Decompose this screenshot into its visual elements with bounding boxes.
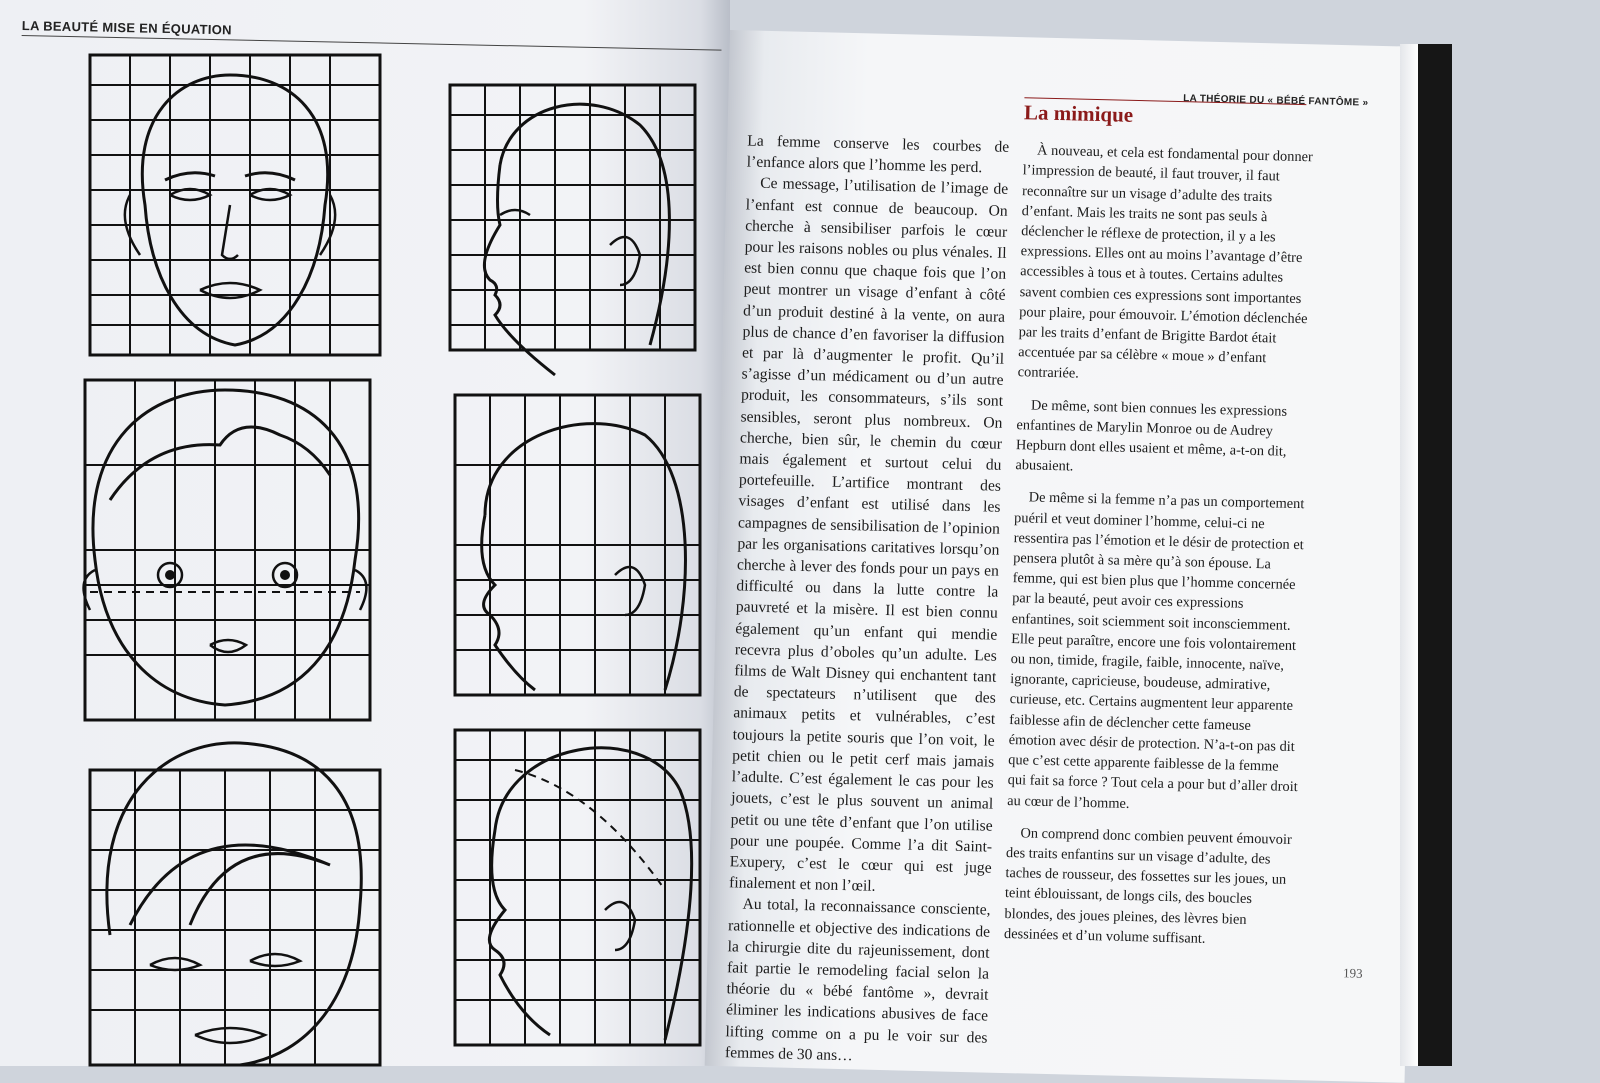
paragraph: De même si la femme n’a pas un comportement puéril et veut dominer l’homme, celui-ci ne ressentira pas l’émotion et le désir de protection et pensera plutôt à sa mère qu’à son épouse. La femme, qui est bien plus que l’homme concernée par la beauté, peut avoir ces expressions enfantines, soit sciemment soit inconsciemment. Elle peut paraître, encore une fois volontairement ou non, timide, fragile, faible, innocente, naïve, ignorante, capricieuse, boudeuse, admirative, curieuse, etc. Certains augmentent leur apparente faiblesse afin de déclencher cette fameuse émotion avec désir de protection. N’a-t-on pas dit que c’est cette apparente faiblesse de la femme qui fait sa force ? Tout cela a pour but d’aller droit au cœur de l’homme. bbox=[1007, 489, 1305, 812]
right-page bbox=[705, 30, 1430, 1083]
paragraph: À nouveau, et cela est fondamental pour donner l’impression de beauté, il faut trouver, il faut reconnaître sur un visage d’adulte des traits d’enfant. Mais les traits ne sont pas seuls à déclencher le réflexe de protection, il y a les expressions. Elles ont au moins l’avantage d’être accessibles à tous et à toutes. Certains adultes savent combien ces expressions sont importantes pour plaire, pour émouvoir. L’émotion déclenchée par les traits d’enfant de Brigitte Bardot était accentuée par sa célèbre « moue » d’enfant contrariée. bbox=[1017, 142, 1313, 383]
child-profile-drawing bbox=[445, 395, 705, 700]
running-header-left: LA BEAUTÉ MISE EN ÉQUATION bbox=[22, 18, 722, 51]
page-number: 193 bbox=[1342, 965, 1363, 981]
mimique-section bbox=[1003, 97, 1316, 963]
main-text-column bbox=[725, 130, 1010, 1069]
stylised-profile-drawing bbox=[445, 730, 705, 1050]
left-page bbox=[0, 0, 730, 1066]
running-header-right: LA THÉORIE DU « BÉBÉ FANTÔME » bbox=[1182, 93, 1369, 109]
paragraph: Ce message, l’utilisation de l’image de l’enfant est connue de beaucoup. On cherche à sensibiliser parfois le cœur pour les raisons nobles ou plus vénales. Il est bien connu que chaque fois que l’on peut montrer un visage d’enfant à côté d’un produit destiné à la vente, on aura plus de chance d’en favoriser la diffusion et par là d’augmenter le profit. Qu’il s’agisse d’un médicament ou d’un autre produit, les consommateurs, s’ils sont sensibles, seront plus nombreux. On cherche, bien sûr, le chemin du cœur mais également et surtout celui du portefeuille. L’artifice montrant des visages d’enfant est utilisé dans les campagnes de sensibilisation de l’opinion par les organisations caritatives lorsqu’on cherche à lever des fonds pour un pays en difficulté ou dans la lutte contre la pauvreté et la misère. Il est bien connu également qu’un enfant qui mendie recevra plus d’oboles qu’un adulte. Les films de Walt Disney qui enchantent tant de spectateurs n’utilisent que des animaux petits et vulnérables, c’est toujours la petite souris que l’on voit, le petit chien ou le petit cerf mais jamais l’adulte. C’est également le cas pour les jouets, c’est le plus souvent un animal petit ou une tête d’enfant que l’on utilise pour une poupée. Comme l’a dit Saint-Exupery, c’est le cœur qui est juge finalement et non l’œil. bbox=[728, 175, 1009, 895]
section-title: La mimique bbox=[1023, 100, 1134, 127]
book-cover-edge bbox=[1418, 44, 1452, 1066]
page-edges bbox=[1400, 44, 1418, 1066]
child-front-face-drawing bbox=[60, 380, 390, 725]
paragraph: Au total, la reconnaissance consciente, rationnelle et objective des indications de la chirurgie dite du rajeunissement, dont fait partie le remodeling facial selon la théorie du « bébé fantôme », devrait éliminer les indications abusives de face lifting comme on a pu le voir sur des femmes de 30 ans… bbox=[724, 895, 991, 1065]
adult-profile-drawing bbox=[440, 85, 700, 355]
face-proportion-figures bbox=[60, 55, 710, 1066]
stylised-front-face-drawing bbox=[70, 735, 400, 1065]
paragraph: La femme conserve les courbes de l’enfance alors que l’homme les perd. bbox=[746, 132, 1010, 177]
adult-front-face-drawing bbox=[70, 55, 390, 375]
paragraph: On comprend donc combien peuvent émouvoir des traits enfantins sur un visage d’adulte, des taches de rousseur, des fossettes sur les joues, un teint éblouissant, de longs cils, des boucles blondes, des joues pleines, des lèvres bien dessinées et d’un volume suffisant. bbox=[1003, 825, 1292, 947]
paragraph: De même, sont bien connues les expressions enfantines de Marylin Monroe ou de Audrey Hepburn dont elles usaient et même, a-t-on dit, abusaient. bbox=[1015, 397, 1288, 475]
